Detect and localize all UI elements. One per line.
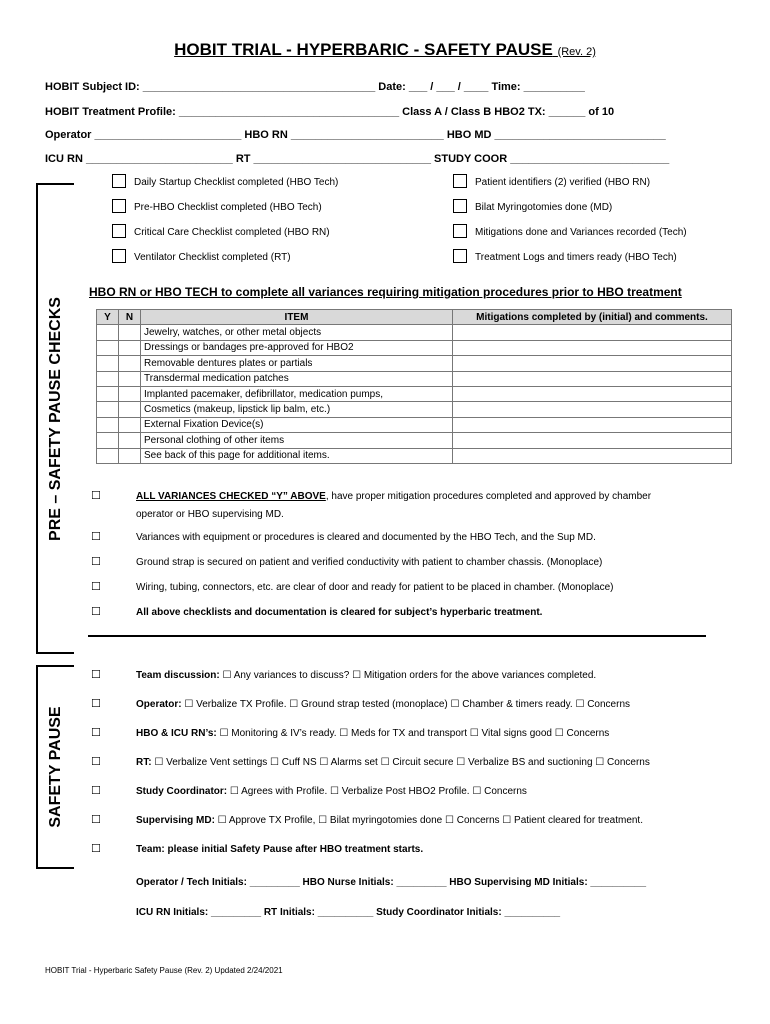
checklist-item[interactable]: Pre-HBO Checklist completed (HBO Tech)	[112, 199, 322, 213]
table-row	[97, 340, 732, 355]
safety-pause-role: Team discussion:	[136, 670, 220, 681]
safety-pause-role: Operator:	[136, 699, 182, 710]
table-row	[97, 417, 732, 432]
all-variances-statement-cont: operator or HBO supervising MD.	[136, 509, 284, 520]
item-cell: Removable dentures plates or partials	[141, 356, 453, 371]
initials-line-2[interactable]: ICU RN Initials: _________ RT Initials: __________ Study Coordinator Initials: __________	[136, 907, 561, 918]
safety-pause-item	[136, 844, 423, 855]
footer-text: HOBIT Trial - Hyperbaric Safety Pause (Rev. 2) Updated 2/24/2021	[45, 966, 283, 975]
mitigation-cell[interactable]	[453, 325, 732, 340]
checkbox[interactable]: ☐	[91, 581, 101, 593]
n-cell[interactable]	[119, 325, 141, 340]
ground-strap-statement: Ground strap is secured on patient and verified conductivity with patient to chamber chassis. (Monoplace)	[136, 557, 603, 568]
y-cell[interactable]	[97, 433, 119, 448]
safety-pause-text: ☐ Approve TX Profile, ☐ Bilat myringotomies done ☐ Concerns ☐ Patient cleared for treatment.	[214, 815, 643, 826]
wiring-clear-statement: Wiring, tubing, connectors, etc. are clear of door and ready for patient to be placed in chamber. (Monoplace)	[136, 582, 614, 593]
checkbox[interactable]	[112, 174, 126, 188]
table-row	[97, 371, 732, 386]
checkbox[interactable]: ☐	[91, 785, 101, 797]
checkbox[interactable]: ☐	[91, 843, 101, 855]
table-row	[97, 356, 732, 371]
page-title	[0, 40, 770, 60]
y-cell[interactable]	[97, 325, 119, 340]
safety-pause-bracket	[36, 665, 74, 869]
checkbox[interactable]: ☐	[91, 556, 101, 568]
checkbox[interactable]	[112, 199, 126, 213]
operator-line[interactable]: Operator ________________________ HBO RN _________________________ HBO MD ____________________________	[45, 129, 666, 141]
header-item: ITEM	[141, 310, 453, 325]
header-y: Y	[97, 310, 119, 325]
safety-pause-text: ☐ Any variances to discuss? ☐ Mitigation orders for the above variances completed.	[219, 670, 597, 681]
safety-pause-role: Study Coordinator:	[136, 786, 228, 797]
table-row	[97, 402, 732, 417]
icu-rn-line[interactable]: ICU RN ________________________ RT _____________________________ STUDY COOR __________________________	[45, 153, 670, 165]
safety-pause-text: ☐ Verbalize Vent settings ☐ Cuff NS ☐ Alarms set ☐ Circuit secure ☐ Verbalize BS and suctioning ☐ Concerns	[151, 757, 650, 768]
safety-pause-item	[136, 670, 596, 681]
checkbox[interactable]: ☐	[91, 531, 101, 543]
item-cell: Cosmetics (makeup, lipstick lip balm, etc.)	[141, 402, 453, 417]
y-cell[interactable]	[97, 356, 119, 371]
safety-pause-text: ☐ Verbalize TX Profile. ☐ Ground strap tested (monoplace) ☐ Chamber & timers ready. ☐ Concerns	[181, 699, 631, 710]
y-cell[interactable]	[97, 386, 119, 401]
mitigation-cell[interactable]	[453, 386, 732, 401]
y-cell[interactable]	[97, 417, 119, 432]
item-cell: Transdermal medication patches	[141, 371, 453, 386]
checkbox[interactable]: ☐	[91, 756, 101, 768]
pre-safety-pause-bracket	[36, 183, 74, 654]
checkbox[interactable]	[112, 224, 126, 238]
checklist-item[interactable]: Ventilator Checklist completed (RT)	[112, 249, 291, 263]
all-variances-statement: ALL VARIANCES CHECKED “Y” ABOVE, have proper mitigation procedures completed and approved by chamber	[136, 491, 652, 502]
subject-id-line[interactable]: HOBIT Subject ID: ______________________________________ Date: ___ / ___ / ____ Time: __________	[45, 81, 585, 93]
checklist-item[interactable]: Mitigations done and Variances recorded (Tech)	[453, 224, 687, 238]
n-cell[interactable]	[119, 448, 141, 463]
checkbox[interactable]: ☐	[91, 606, 101, 618]
checkbox[interactable]: ☐	[91, 490, 101, 502]
safety-pause-item	[136, 699, 630, 710]
safety-pause-item	[136, 757, 650, 768]
item-cell: External Fixation Device(s)	[141, 417, 453, 432]
table-row	[97, 433, 732, 448]
safety-pause-label: SAFETY PAUSE	[47, 706, 64, 828]
n-cell[interactable]	[119, 340, 141, 355]
mitigation-cell[interactable]	[453, 402, 732, 417]
n-cell[interactable]	[119, 417, 141, 432]
y-cell[interactable]	[97, 340, 119, 355]
safety-pause-role: Supervising MD:	[136, 815, 215, 826]
checklist-item[interactable]: Critical Care Checklist completed (HBO RN)	[112, 224, 330, 238]
checkbox[interactable]	[453, 174, 467, 188]
y-cell[interactable]	[97, 448, 119, 463]
y-cell[interactable]	[97, 371, 119, 386]
variance-table	[96, 309, 732, 464]
n-cell[interactable]	[119, 386, 141, 401]
variances-cleared-statement: Variances with equipment or procedures is cleared and documented by the HBO Tech, and the Sup MD.	[136, 532, 596, 543]
checkbox[interactable]: ☐	[91, 669, 101, 681]
checkbox[interactable]: ☐	[91, 698, 101, 710]
table-row	[97, 448, 732, 463]
section-divider	[88, 635, 706, 637]
safety-pause-item	[136, 786, 527, 797]
safety-pause-text: ☐ Monitoring & IV’s ready. ☐ Meds for TX and transport ☐ Vital signs good ☐ Concerns	[216, 728, 610, 739]
safety-pause-role: RT:	[136, 757, 152, 768]
variance-section-title: HBO RN or HBO TECH to complete all variances requiring mitigation procedures prior to HBO treatment	[89, 285, 682, 299]
item-cell: Dressings or bandages pre-approved for HBO2	[141, 340, 453, 355]
checkbox[interactable]	[453, 199, 467, 213]
revision-label: (Rev. 2)	[557, 46, 596, 58]
initials-line-1[interactable]: Operator / Tech Initials: _________ HBO Nurse Initials: _________ HBO Supervising MD Initials: __________	[136, 877, 647, 888]
safety-pause-text: ☐ Agrees with Profile. ☐ Verbalize Post HBO2 Profile. ☐ Concerns	[227, 786, 527, 797]
header-mitigations: Mitigations completed by (initial) and comments.	[453, 310, 732, 325]
checklists-cleared-statement: All above checklists and documentation is cleared for subject’s hyperbaric treatment.	[136, 607, 543, 618]
checkbox[interactable]: ☐	[91, 727, 101, 739]
safety-pause-role: Team: please initial Safety Pause after HBO treatment starts.	[136, 844, 424, 855]
checklist-item[interactable]: Daily Startup Checklist completed (HBO Tech)	[112, 174, 338, 188]
mitigation-cell[interactable]	[453, 417, 732, 432]
mitigation-cell[interactable]	[453, 356, 732, 371]
y-cell[interactable]	[97, 402, 119, 417]
table-header-row	[97, 310, 732, 325]
item-cell: Jewelry, watches, or other metal objects	[141, 325, 453, 340]
header-n: N	[119, 310, 141, 325]
n-cell[interactable]	[119, 356, 141, 371]
mitigation-cell[interactable]	[453, 433, 732, 448]
title-text: HOBIT TRIAL - HYPERBARIC - SAFETY PAUSE	[174, 40, 553, 59]
table-row	[97, 386, 732, 401]
treatment-profile-line[interactable]: HOBIT Treatment Profile: ____________________________________ Class A / Class B HBO2 TX: ______ of 10	[45, 106, 615, 118]
item-cell: Implanted pacemaker, defibrillator, medication pumps,	[141, 386, 453, 401]
checkbox[interactable]	[453, 224, 467, 238]
checklist-item[interactable]: Treatment Logs and timers ready (HBO Tech)	[453, 249, 677, 263]
n-cell[interactable]	[119, 433, 141, 448]
safety-pause-role: HBO & ICU RN’s:	[136, 728, 217, 739]
safety-pause-item	[136, 815, 643, 826]
item-cell: Personal clothing of other items	[141, 433, 453, 448]
n-cell[interactable]	[119, 371, 141, 386]
mitigation-cell[interactable]	[453, 340, 732, 355]
n-cell[interactable]	[119, 402, 141, 417]
mitigation-cell[interactable]	[453, 448, 732, 463]
table-row	[97, 325, 732, 340]
checkbox[interactable]	[453, 249, 467, 263]
checklist-item[interactable]: Patient identifiers (2) verified (HBO RN)	[453, 174, 650, 188]
checklist-item[interactable]: Bilat Myringotomies done (MD)	[453, 199, 612, 213]
item-cell: See back of this page for additional items.	[141, 448, 453, 463]
mitigation-cell[interactable]	[453, 371, 732, 386]
pre-safety-pause-label: PRE – SAFETY PAUSE CHECKS	[47, 296, 64, 541]
safety-pause-item	[136, 728, 609, 739]
checkbox[interactable]: ☐	[91, 814, 101, 826]
checkbox[interactable]	[112, 249, 126, 263]
